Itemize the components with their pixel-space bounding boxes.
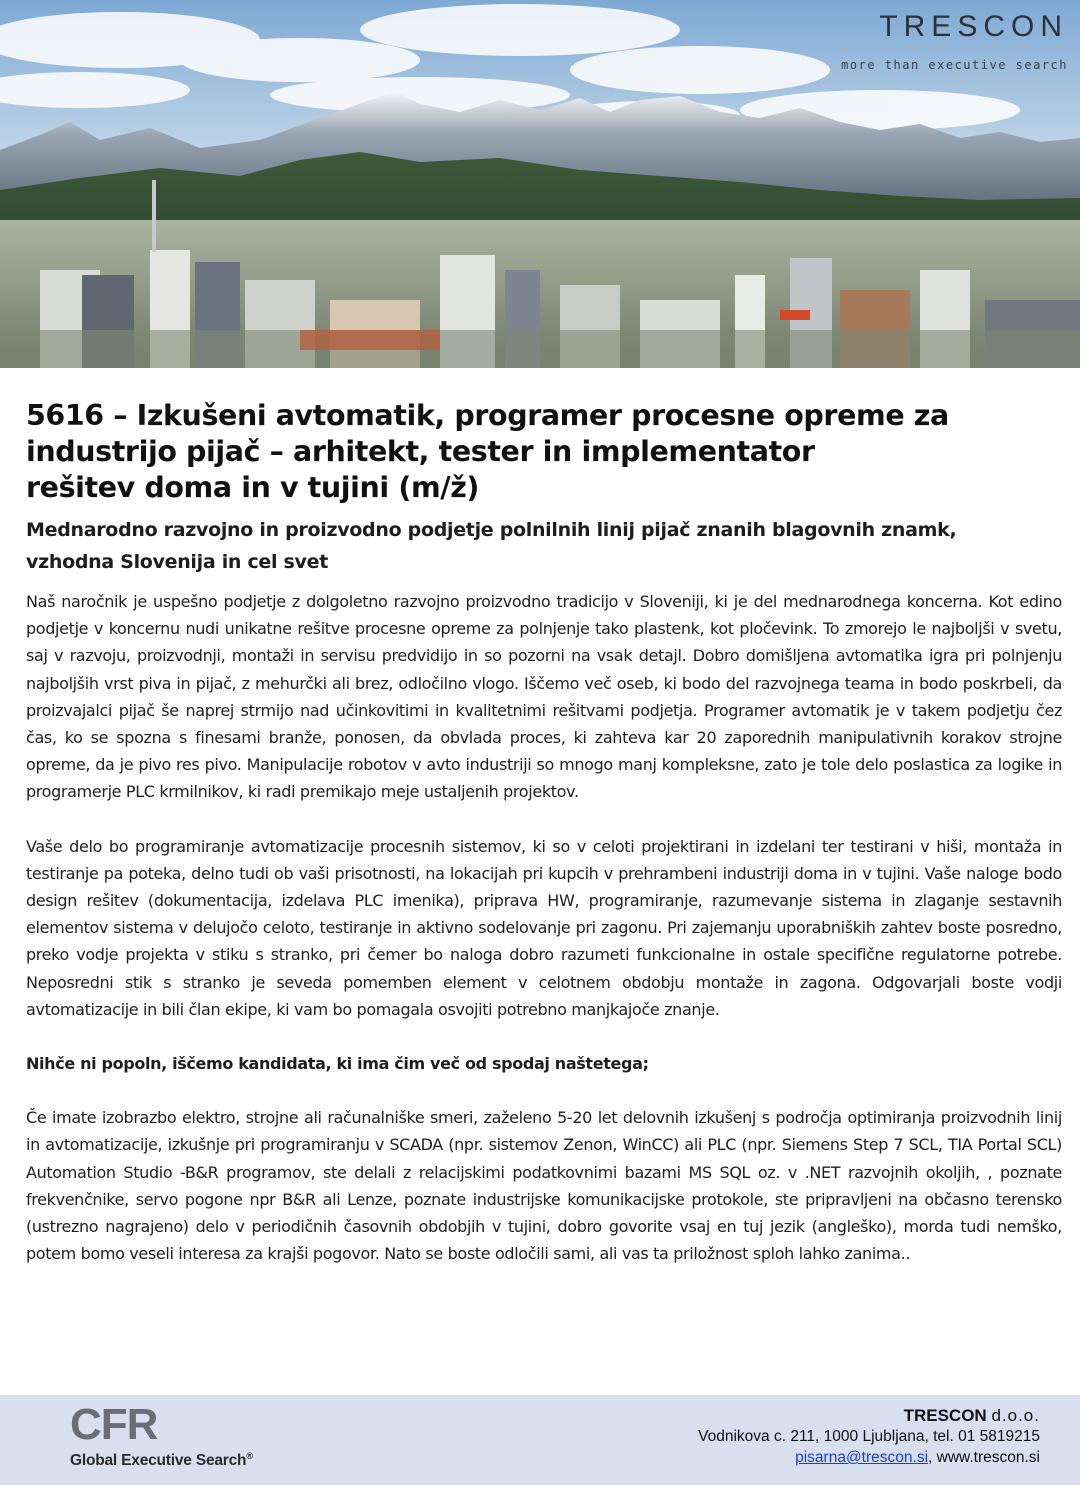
job-title-line: industrijo pijač – arhitekt, tester in implementator bbox=[26, 435, 815, 468]
cfr-subtitle bbox=[70, 1451, 253, 1470]
website-text: , www.trescon.si bbox=[928, 1449, 1040, 1466]
brand-name-text: TRESCON bbox=[879, 10, 1068, 43]
trescon-logo bbox=[841, 10, 1068, 72]
cfr-subtitle-text: Global Executive Search bbox=[70, 1452, 247, 1470]
hero-banner-image bbox=[0, 0, 1080, 368]
job-subtitle-line: vzhodna Slovenija in cel svet bbox=[26, 551, 328, 573]
company-name bbox=[698, 1405, 1040, 1426]
company-suffix: d.o.o. bbox=[991, 1406, 1040, 1425]
cfr-logo bbox=[70, 1401, 253, 1470]
company-contact bbox=[698, 1405, 1040, 1468]
requirements-paragraph: Če imate izobrazbo elektro, strojne ali računalniške smeri, zaželeno 5-20 let delovnih izkušenj s področja optimiranja proizvodnih linij in avtomatizacije, izkušnje pri programiranju v SCADA (npr. sistemov Zenon, WinCC) ali PLC (npr. Siemens Step 7 SCL, TIA Portal SCL) Automation Studio -B&R programov, ste delali z relacijskimi podatkovnimi bazami MS SQL oz. v .NET razvojnih okoljih, , poznate frekvenčnike, servo pogone npr B&R ali Lenze, poznate industrijske komunikacijske protokole, ste pripravljeni na občasno terensko (ustrezno nagrajeno) delo v periodičnih časovnih obdobjih v tujini, dobro govorite vsaj en tuj jezik (angleško), morda tudi nemško, potem bomo veseli interesa za krajši pogovor. Nato se boste odločili sami, ali vas ta priložnost sploh lahko zanima.. bbox=[26, 1108, 1062, 1264]
footer-bar bbox=[0, 1395, 1080, 1485]
job-subtitle bbox=[26, 514, 1062, 578]
requirements-lead: Nihče ni popoln, iščemo kandidata, ki ima čim več od spodaj naštetega; bbox=[26, 1054, 649, 1074]
job-title-line: 5616 – Izkušeni avtomatik, programer procesne opreme za bbox=[26, 399, 949, 432]
job-subtitle-line: Mednarodno razvojno in proizvodno podjetje polnilnih linij pijač znanih blagovnih znamk, bbox=[26, 519, 957, 541]
paragraph-spacer bbox=[26, 1077, 1062, 1104]
job-description bbox=[26, 588, 1062, 1267]
cfr-mark: CFR bbox=[70, 1400, 158, 1449]
brand-name bbox=[841, 10, 1068, 44]
registered-mark: ® bbox=[246, 1451, 253, 1461]
company-address: Vodnikova c. 211, 1000 Ljubljana, tel. 01 5819215 bbox=[698, 1428, 1040, 1445]
paragraph-spacer bbox=[26, 806, 1062, 833]
paragraph-spacer bbox=[26, 1023, 1062, 1050]
company-name-text: TRESCON bbox=[903, 1406, 987, 1425]
job-header bbox=[26, 398, 1062, 578]
job-title-line: rešitev doma in v tujini (m/ž) bbox=[26, 471, 480, 504]
duties-paragraph: Vaše delo bo programiranje avtomatizacije procesnih sistemov, ki so v celoti projektirani in izdelani ter testirani v hiši, montaža in testiranje pa poteka, delno tudi ob vaši prisotnosti, na lokacijah pri kupcih v prehrambeni industriji doma in v tujini. Vaše naloge bodo design rešitev (dokumentacija, izdelava PLC imenika), priprava HW, programiranje, razumevanje sistema in zlaganje sestavnih elementov sistema v delujočo celoto, testiranje in aktivno sodelovanje pri zagonu. Pri zajemanju uporabniških zahtev boste posredno, preko vodje projekta v stiku s stranko, pri čemer bo naloga dobro razumeti funkcionalne in ostale specifične regulatorne potrebe. Neposredni stik s stranko je seveda pomemben element v celotnem obdobju montaže in zagona. Odgovarjali boste vodji avtomatizacije in bili član ekipe, ki vam bo pomagala osvojiti potrebno manjkajoče znanje. bbox=[26, 836, 1062, 1019]
contact-line bbox=[698, 1447, 1040, 1468]
intro-paragraph: Naš naročnik je uspešno podjetje z dolgoletno razvojno proizvodno tradicijo v Sloveniji, ki je del mednarodnega koncerna. Kot edino podjetje v koncernu nudi unikatne rešitve procesne opreme za polnjenje tako plastenk, kot pločevink. To zmorejo le najboljši v svetu, saj v razvoju, proizvodnji, montaži in servisu predvidijo in so pozorni na vsak detajl. Dobro domišljena avtomatika igra pri polnjenju najboljših vrst piva in pijač, z mehurčki ali brez, odločilno vlogo. Iščemo več oseb, ki bodo del razvojnega teama in bodo poskrbeli, da proizvajalci pijač še naprej strmijo nad učinkovitimi in kvalitetnimi rešitvami podjetja. Programer avtomatik je v takem podjetju čez čas, ko se spozna s finesami branže, ponosen, da obvlada proces, ki zahteva kar 20 zaporednih manipulativnih korakov strojne opreme, da je pivo res pivo. Manipulacije robotov v avto industriji so mnogo manj kompleksne, zato je tole delo poslastica za logike in programerje PLC krmilnikov, ki radi premikajo meje ustaljenih projektov. bbox=[26, 592, 1062, 802]
job-title bbox=[26, 398, 1062, 506]
brand-tagline: more than executive search bbox=[841, 58, 1068, 72]
email-link[interactable]: pisarna@trescon.si bbox=[795, 1449, 929, 1466]
